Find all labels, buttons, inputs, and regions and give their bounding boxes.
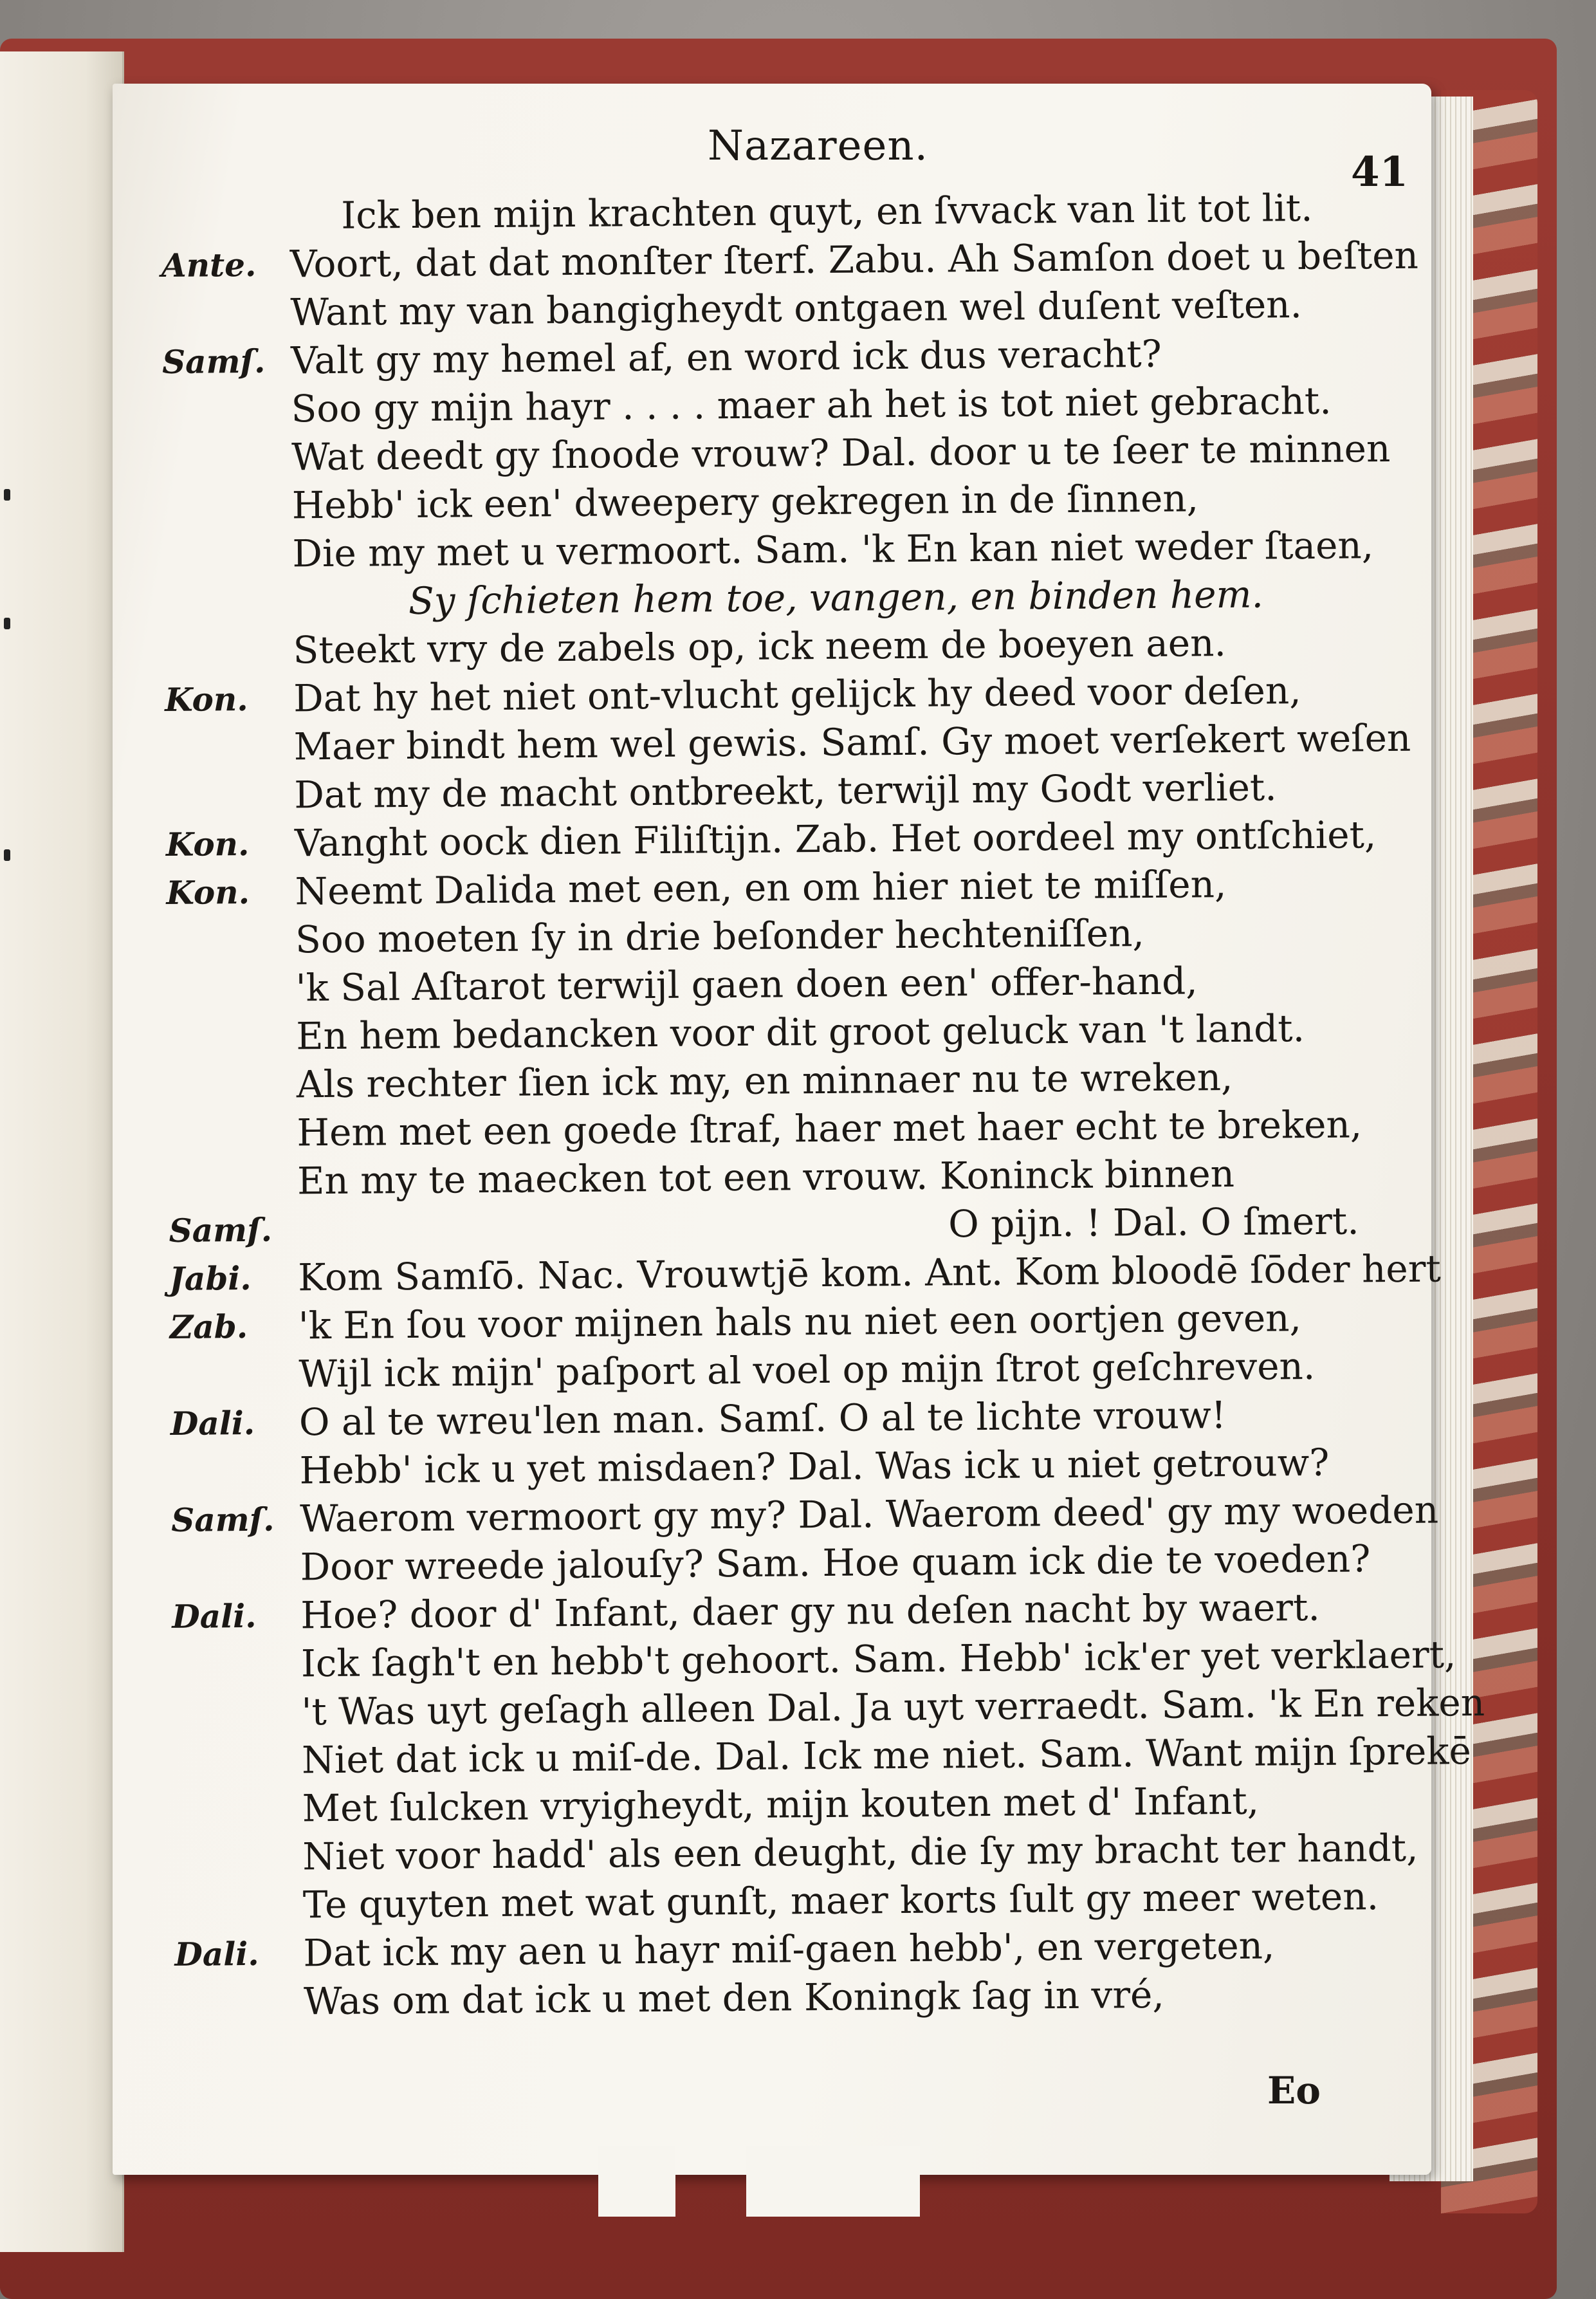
- verse-text-line: Ick ſagh't en hebb't gehoort. Sam. Hebb' ick'er yet verklaert,: [300, 1632, 1456, 1686]
- ink-mark: [4, 618, 10, 629]
- verse-text-line: Niet voor hadd' als een deught, die ſy my bracht ter handt,: [302, 1825, 1418, 1879]
- verse-text-line: Neemt Dalida met een, en om hier niet te miſſen,: [295, 862, 1227, 914]
- verse-text-line: En hem bedancken voor dit groot geluck van 't landt.: [296, 1006, 1305, 1058]
- catchword: Eo: [1267, 2069, 1321, 2112]
- verse-text-line: 'k En ſou voor mijnen hals nu niet een oortjen geven,: [298, 1296, 1302, 1348]
- speaker-label: Kon.: [164, 679, 248, 719]
- verse-text-line: Met ſulcken vryigheydt, mijn kouten met d' Infant,: [302, 1778, 1260, 1831]
- verse-text-line: Hoe? door d' Infant, daer gy nu deſen nacht by waert.: [300, 1585, 1321, 1638]
- verse-text-line: Vanght oock dien Filiſtijn. Zab. Het oordeel my ontſchiet,: [294, 813, 1377, 865]
- speaker-label: Jabi.: [169, 1259, 252, 1298]
- verse-text-line: Want my van bangigheydt ontgaen wel duſent veſten.: [290, 282, 1303, 335]
- verse-text-line: Dat hy het niet ont-vlucht gelijck hy deed voor deſen,: [293, 669, 1301, 721]
- page-header: [708, 122, 1409, 196]
- verse-text-line: En my te maecken tot een vrouw. Koninck binnen: [297, 1151, 1235, 1203]
- verse-text-line: Sy ſchieten hem toe, vangen, en binden hem.: [408, 572, 1264, 623]
- speaker-label: Kon.: [165, 824, 250, 863]
- speaker-label: Samſ.: [169, 1210, 273, 1250]
- verse-text-line: Waerom vermoort gy my? Dal. Waerom deed' gy my woeden: [299, 1488, 1439, 1541]
- verse-text-line: Wijl ick mijn' paſport al voel op mijn ſtrot geſchreven.: [298, 1343, 1316, 1396]
- verse-text-line: Soo moeten ſy in drie beſonder hechteniſſen,: [295, 911, 1145, 962]
- verse-text-line: Was om dat ick u met den Koningk ſag in vré,: [303, 1972, 1165, 2024]
- speaker-label: Zab.: [169, 1307, 248, 1346]
- verse-text-line: O al te wreu'len man. Samſ. O al te lichte vrouw!: [298, 1393, 1227, 1445]
- verse-text-line: Dat my de macht ontbreekt, terwijl my Godt verliet.: [294, 765, 1277, 817]
- verse-text: [161, 183, 1485, 2027]
- speaker-label: Ante.: [161, 245, 257, 284]
- page-tab: [598, 2146, 675, 2217]
- speaker-label: Samſ.: [170, 1500, 275, 1539]
- speaker-label: Kon.: [166, 873, 250, 912]
- verse-text-line: 't Was uyt geſagh alleen Dal. Ja uyt verraedt. Sam. 'k En reken: [301, 1680, 1485, 1734]
- verse-text-line: Valt gy my hemel af, en word ick dus veracht?: [290, 331, 1162, 383]
- verse-text-line: Kom Samſō. Nac. Vrouwtjē kom. Ant. Kom bloodē ſōder hert: [297, 1246, 1442, 1300]
- verse-text-line: O pijn. ! Dal. O ſmert.: [948, 1199, 1359, 1246]
- ink-mark: [4, 489, 10, 501]
- left-page-edge: [0, 51, 124, 2252]
- verse-text-line: Ick ben mijn krachten quyt, en ſvvack van lit tot lit.: [341, 185, 1313, 237]
- speaker-label: Dali.: [172, 1596, 257, 1636]
- verse-text-line: Als rechter ſien ick my, en minnaer nu te wreken,: [296, 1055, 1233, 1107]
- speaker-label: Dali.: [170, 1403, 255, 1443]
- verse-text-line: Door wreede jalouſy? Sam. Hoe quam ick die te voeden?: [300, 1537, 1371, 1589]
- verse-text-line: Niet dat ick u miſ-de. Dal. Ick me niet. Sam. Want mijn ſprekē: [301, 1729, 1472, 1782]
- speaker-label: Dali.: [174, 1934, 259, 1973]
- verse-text-line: Te quyten met wat gunſt, maer korts ſult gy meer weten.: [302, 1874, 1379, 1927]
- speaker-label: Samſ.: [161, 342, 266, 381]
- running-head: Nazareen.: [708, 122, 928, 170]
- page-tab: [746, 2146, 920, 2217]
- verse-text-line: Hebb' ick een' dweepery gekregen in de ſinnen,: [291, 476, 1199, 528]
- verse-text-line: Steekt vry de zabels op, ick neem de boeyen aen.: [293, 621, 1227, 672]
- verse-text-line: Dat ick my aen u hayr miſ-gaen hebb', en vergeten,: [303, 1923, 1275, 1975]
- verse-text-line: 'k Sal Aſtarot terwijl gaen doen een' offer-hand,: [295, 959, 1198, 1010]
- verse-text-line: Hem met een goede ſtraf, haer met haer echt te breken,: [297, 1102, 1362, 1155]
- verse-text-line: Wat deedt gy ſnoode vrouw? Dal. door u te ſeer te minnen: [291, 427, 1391, 479]
- verse-line: [175, 1969, 1391, 2027]
- ink-mark: [4, 849, 10, 861]
- verse-text-line: Voort, dat dat monſter ſterf. Zabu. Ah Samſon doet u beſten: [289, 233, 1419, 286]
- verse-text-line: Soo gy mijn hayr . . . . maer ah het is tot niet gebracht.: [291, 378, 1332, 431]
- verse-text-line: Die my met u vermoort. Sam. 'k En kan niet weder ſtaen,: [292, 523, 1374, 576]
- page-number: 41: [1351, 148, 1409, 196]
- verse-text-line: Maer bindt hem wel gewis. Samſ. Gy moet verſekert weſen: [293, 716, 1411, 769]
- verse-text-line: Hebb' ick u yet misdaen? Dal. Was ick u niet getrouw?: [299, 1440, 1330, 1493]
